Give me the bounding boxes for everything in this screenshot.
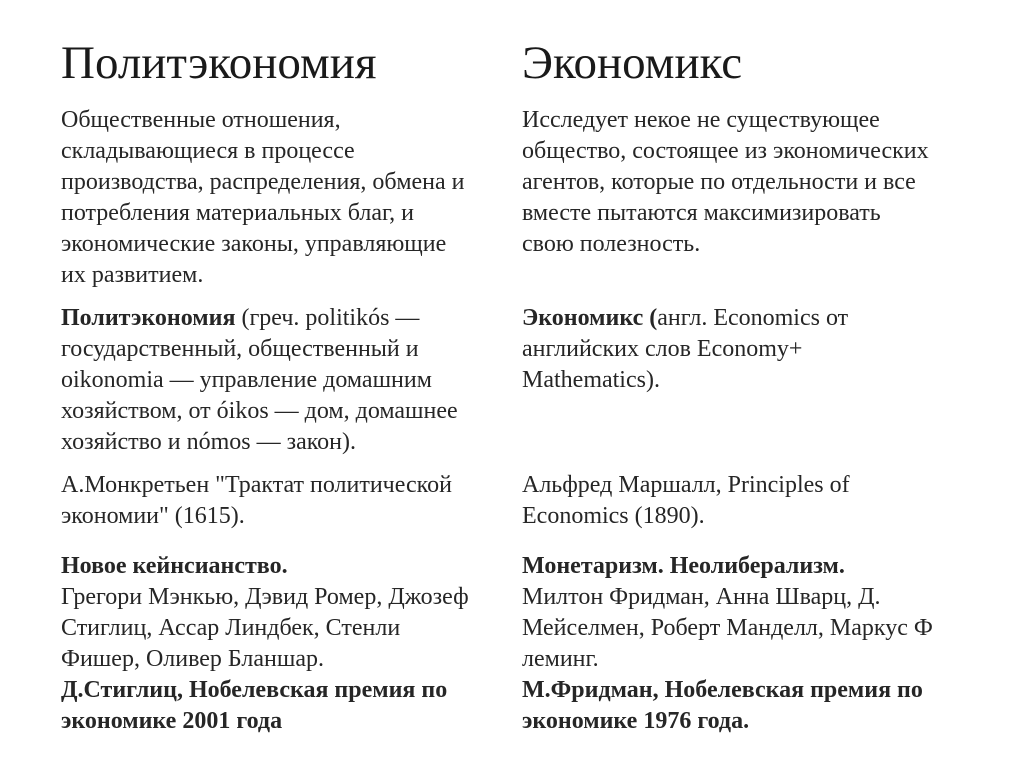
left-definition-line: Общественные отношения, [61, 107, 341, 133]
right-etymology-line: Mathematics). [522, 367, 660, 393]
left-school-prize: экономике 2001 года [61, 708, 283, 734]
left-etymology-line: государственный, общественный и [61, 336, 419, 362]
right-founder-line: Альфред Маршалл, Principles of [522, 472, 850, 498]
right-definition-line: свою полезность. [522, 231, 701, 257]
left-school-people: Фишер, Оливер Бланшар. [61, 646, 325, 672]
left-school-name: Новое кейнсианство. [61, 553, 288, 579]
right-school-name: Монетаризм. Неолиберализм. [522, 553, 845, 579]
right-etymology-line [522, 303, 848, 334]
left-etymology [61, 303, 458, 458]
left-definition-line: их развитием. [61, 262, 204, 288]
left-definition-line: производства, распределения, обмена и [61, 169, 465, 195]
right-founder-line: Economics (1890). [522, 503, 705, 529]
left-etymology-line: хозяйством, от óikos — дом, домашнее [61, 398, 458, 424]
left-founder-line: А.Монкретьен "Трактат политической [61, 472, 452, 498]
right-school-prize: экономике 1976 года. [522, 708, 750, 734]
left-school-prize: Д.Стиглиц, Нобелевская премия по [61, 677, 448, 703]
left-etymology-text: (греч. politikós — [235, 305, 420, 331]
right-definition-line: вместе пытаются максимизировать [522, 200, 881, 226]
left-etymology-line: oikonomia — управление домашним [61, 367, 432, 393]
right-etymology-line: английских слов Economy+ [522, 336, 803, 362]
left-definition-line: складывающиеся в процессе [61, 138, 355, 164]
left-etymology-line [61, 303, 458, 334]
left-founder [61, 470, 452, 532]
right-founder [522, 470, 850, 532]
right-school [522, 551, 933, 737]
right-etymology [522, 303, 848, 396]
right-school-prize: М.Фридман, Нобелевская премия по [522, 677, 923, 703]
right-definition-line: общество, состоящее из экономических [522, 138, 929, 164]
left-definition-line: потребления материальных благ, и [61, 200, 414, 226]
right-definition [522, 105, 929, 260]
left-school-people: Стиглиц, Ассар Линдбек, Стенли [61, 615, 401, 641]
left-etymology-term: Политэкономия [61, 305, 236, 331]
right-definition-line: агентов, которые по отдельности и все [522, 169, 916, 195]
right-school-people: Милтон Фридман, Анна Шварц, Д. [522, 584, 881, 610]
left-school-people: Грегори Мэнкью, Дэвид Ромер, Джозеф [61, 584, 469, 610]
left-founder-line: экономии" (1615). [61, 503, 245, 529]
left-school [61, 551, 469, 737]
right-school-people: Мейселмен, Роберт Манделл, Маркус Ф [522, 615, 933, 641]
right-etymology-term: Экономикс ( [522, 305, 658, 331]
left-etymology-line: хозяйство и nómos — закон). [61, 429, 357, 455]
left-definition [61, 105, 465, 291]
right-heading: Экономикс [522, 37, 743, 89]
right-definition-line: Исследует некое не существующее [522, 107, 880, 133]
left-definition-line: экономические законы, управляющие [61, 231, 447, 257]
right-school-people: леминг. [522, 646, 599, 672]
left-heading: Политэкономия [61, 37, 377, 89]
right-etymology-text: англ. Economics от [657, 305, 849, 331]
